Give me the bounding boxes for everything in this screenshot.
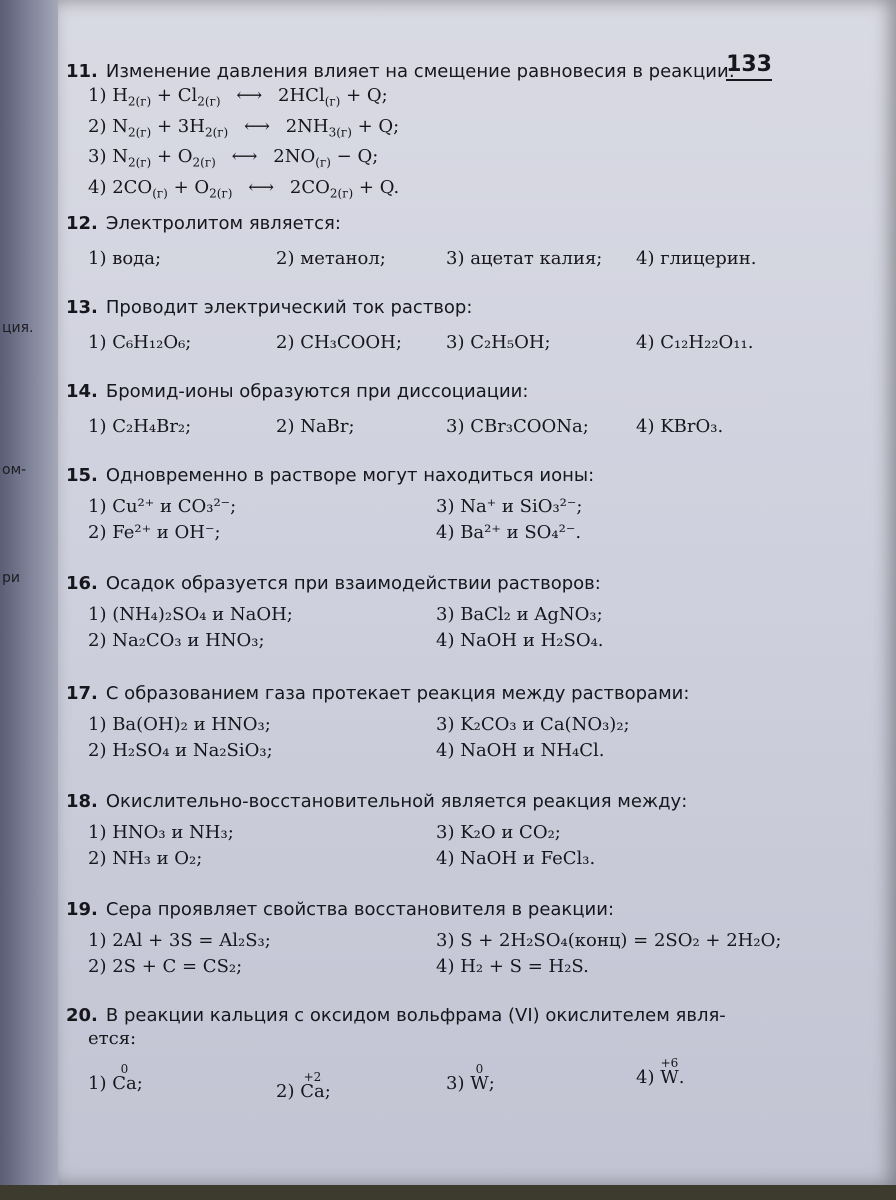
option-1: 1) C₆H₁₂O₆; [88,332,192,353]
option-2: 2) Na₂CO₃ и HNO₃; [88,630,265,651]
option-2: 2) метанол; [276,248,386,269]
question-text: Окислительно-восстановительной является реакция между: [105,791,688,812]
question-15 [66,464,786,545]
option-1: 1) 2Al + 3S = Al₂S₃; [88,930,271,951]
question-text: Одновременно в растворе могут находиться ионы: [105,465,595,486]
option-tail: ; [324,1081,331,1102]
equilibrium-arrow-icon: ⟷ [248,176,275,198]
question-20 [66,1004,786,1102]
equilibrium-arrow-icon: ⟷ [231,146,258,168]
question-text: Электролитом является: [105,213,341,234]
option-4: 4) C₁₂H₂₂O₁₁. [636,332,754,353]
option-4: 4) H₂ + S = H₂S. [436,956,589,977]
option-4: 4) NaOH и H₂SO₄. [436,630,604,651]
book-page [58,0,896,1185]
question-number: 19. [66,899,98,920]
question-number: 16. [66,573,98,594]
question-text: Бромид-ионы образуются при диссоциации: [105,381,529,402]
page-number: 133 [726,52,772,81]
option-4: 4) Ba²⁺ и SO₄²⁻. [436,522,582,543]
option-2: 2) CH₃COOH; [276,332,402,353]
option-2: 2) NH₃ и O₂; [88,848,203,869]
option-tail: . [678,1067,685,1088]
option-2: 2) Fe²⁺ и OH⁻; [88,522,221,543]
question-18 [66,790,786,871]
question-number: 11. [66,61,98,82]
question-17 [66,682,786,763]
option-3: 3) K₂CO₃ и Ca(NO₃)₂; [436,714,630,735]
option-4: 4) NaOH и NH₄Cl. [436,740,605,761]
option-1 [88,1062,143,1095]
element-symbol: Ca [300,1081,325,1102]
oxidation-state: 0 [120,1062,129,1076]
question-number: 14. [66,381,98,402]
question-number: 17. [66,683,98,704]
equation-2: 2) $N_{2(г)} + 3H_{2(г)}$ ⟷ $2NH_{3(г)} + Q$; [88,115,400,140]
option-4: 4) глицерин. [636,248,757,269]
question-text: В реакции кальция с оксидом вольфрама (VI) окислителем явля- [105,1005,726,1026]
option-1: 1) HNO₃ и NH₃; [88,822,234,843]
element-symbol: W [470,1073,489,1094]
option-label: 4) [636,1067,655,1088]
margin-fragment-1: ция. [2,320,34,336]
question-number: 12. [66,213,98,234]
equation-4: 4) $2CO_{(г)} + O_{2(г)}$ ⟷ $2CO_{2(г)} + Q$. [88,176,400,201]
option-3 [446,1062,495,1095]
option-2 [276,1070,331,1103]
question-number: 15. [66,465,98,486]
element-symbol: Ca [112,1073,137,1094]
equilibrium-arrow-icon: ⟷ [236,85,263,106]
question-11 [66,60,786,205]
question-number: 18. [66,791,98,812]
option-2: 2) H₂SO₄ и Na₂SiO₃; [88,740,273,761]
option-label: 2) [276,1081,295,1102]
element-symbol: W [660,1067,679,1088]
margin-fragment-3: ри [2,570,20,586]
question-text: Проводит электрический ток раствор: [105,297,473,318]
option-1: 1) C₂H₄Br₂; [88,416,192,437]
question-13 [66,296,786,355]
question-text-continued: ется: [88,1028,137,1049]
option-1: 1) Cu²⁺ и CO₃²⁻; [88,496,237,517]
option-3: 3) S + 2H₂SO₄(конц) = 2SO₂ + 2H₂O; [436,930,782,951]
option-2: 2) 2S + C = CS₂; [88,956,243,977]
question-14 [66,380,786,439]
question-12 [66,212,786,271]
option-3: 3) BaCl₂ и AgNO₃; [436,604,603,625]
option-4: 4) NaOH и FeCl₃. [436,848,596,869]
option-4: 4) KBrO₃. [636,416,724,437]
question-text: Изменение давления влияет на смещение равновесия в реакции: [105,61,735,82]
option-3: 3) K₂O и CO₂; [436,822,561,843]
question-number: 20. [66,1005,98,1026]
option-3: 3) C₂H₅OH; [446,332,551,353]
option-tail: ; [488,1073,495,1094]
option-tail: ; [136,1073,143,1094]
equation-1: 1) $H_{2(г)} + Cl_{2(г)}$ ⟷ 2HCl$_{(г)}$ + Q; [88,85,388,109]
oxidation-state: 0 [475,1062,484,1076]
equilibrium-arrow-icon: ⟷ [244,115,270,137]
equation-3: 3) $N_{2(г)} + O_{2(г)}$ ⟷ $2NO_{(г)} - Q$; [88,146,379,170]
option-3: 3) Na⁺ и SiO₃²⁻; [436,496,583,517]
option-3: 3) ацетат калия; [446,248,603,269]
question-16 [66,572,786,653]
option-label: 1) [88,1073,107,1094]
option-3: 3) CBr₃COONa; [446,416,589,437]
oxidation-state: +6 [660,1056,679,1070]
option-1: 1) вода; [88,248,162,269]
question-text: Сера проявляет свойства восстановителя в реакции: [105,899,615,920]
question-text: Осадок образуется при взаимодействии растворов: [105,573,601,594]
table-surface [0,1185,896,1200]
question-number: 13. [66,297,98,318]
oxidation-state: +2 [303,1070,322,1084]
question-19 [66,898,786,979]
margin-fragment-2: ом- [2,462,27,478]
option-4 [636,1056,685,1089]
option-1: 1) Ba(OH)₂ и HNO₃; [88,714,271,735]
option-2: 2) NaBr; [276,416,355,437]
question-text: С образованием газа протекает реакция между растворами: [105,683,690,704]
option-1: 1) (NH₄)₂SO₄ и NaOH; [88,604,293,625]
option-label: 3) [446,1073,465,1094]
